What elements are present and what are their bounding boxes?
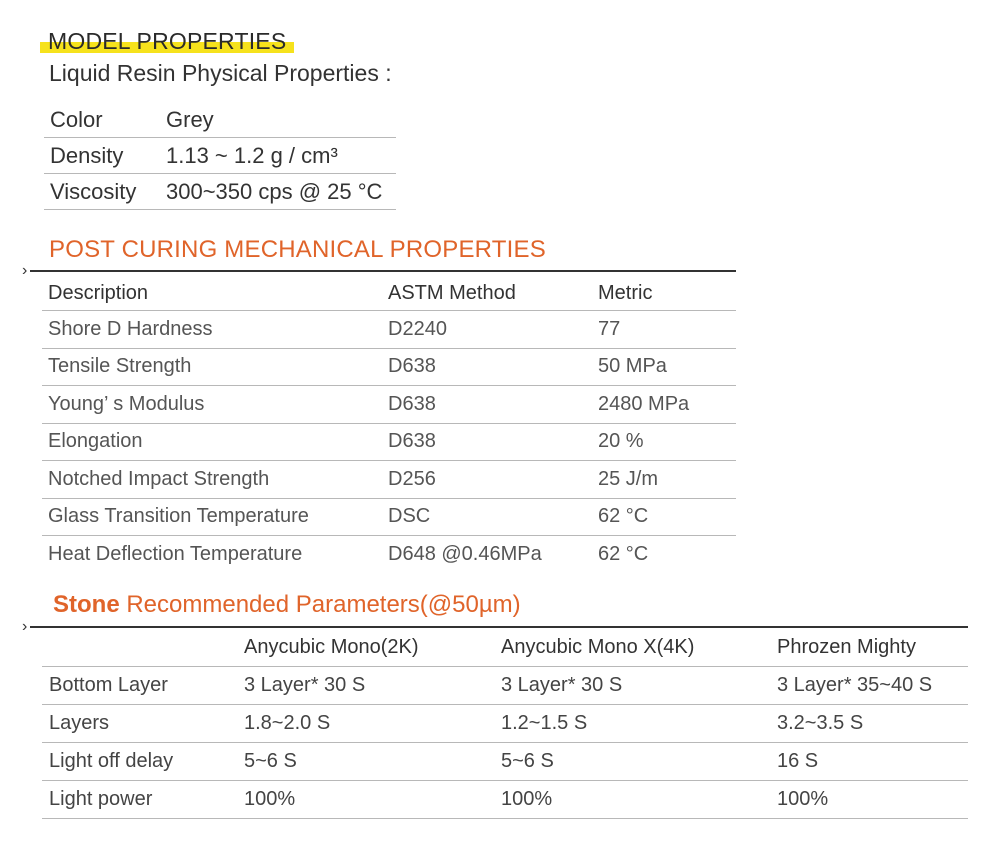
table-row [42,667,968,705]
mechanical-properties-heading: POST CURING MECHANICAL PROPERTIES [49,236,546,263]
table-header-row [42,628,968,667]
cell-value: 3.2~3.5 S [770,705,968,743]
cell-value: 3 Layer* 30 S [237,667,494,705]
cell-parameter: Layers [42,705,237,743]
cell-method: D638 [382,348,592,386]
cell-method: D256 [382,461,592,499]
cell-parameter: Bottom Layer [42,667,237,705]
physical-properties-table [44,102,396,210]
property-name: Color [44,102,160,138]
cell-parameter: Light off delay [42,743,237,781]
cell-value: 100% [237,781,494,819]
column-header [42,628,237,667]
arrow-icon: › [22,618,28,635]
table-row [42,423,736,461]
cell-method: D638 [382,423,592,461]
column-header: Anycubic Mono X(4K) [494,628,770,667]
table-row [42,743,968,781]
table-row [42,311,736,349]
liquid-resin-subtitle: Liquid Resin Physical Properties : [49,60,392,86]
column-header: Anycubic Mono(2K) [237,628,494,667]
cell-method: DSC [382,498,592,536]
cell-value: 100% [770,781,968,819]
cell-description: Young’ s Modulus [42,386,382,424]
cell-method: D638 [382,386,592,424]
table-row [42,781,968,819]
cell-description: Heat Deflection Temperature [48,542,303,565]
mechanical-properties-table [42,276,736,573]
table-row [42,386,736,424]
table-header-row [42,276,736,311]
cell-value: 3 Layer* 30 S [494,667,770,705]
cell-value: 100% [494,781,770,819]
column-header: Phrozen Mighty [770,628,968,667]
cell-value: 1.2~1.5 S [494,705,770,743]
resin-name: Stone [53,591,120,618]
cell-metric: 62 °C [592,498,736,536]
property-name: Density [44,138,160,174]
cell-description: Glass Transition Temperature [42,498,382,536]
cell-metric: 20 % [592,423,736,461]
property-value: Grey [160,102,396,138]
cell-metric: 2480 MPa [592,386,736,424]
property-value: 300~350 cps @ 25 °C [160,174,396,210]
cell-value: 1.8~2.0 S [237,705,494,743]
table-row [44,138,396,174]
cell-description: Elongation [42,423,382,461]
table-row [44,174,396,210]
cell-method: D648 @0.46MPa [388,542,542,565]
property-value: 1.13 ~ 1.2 g / cm³ [160,138,396,174]
cell-description: Shore D Hardness [42,311,382,349]
cell-method: D2240 [382,311,592,349]
cell-parameter: Light power [42,781,237,819]
cell-description: Notched Impact Strength [42,461,382,499]
table-row [42,536,736,573]
table-row [42,461,736,499]
column-header: Metric [592,276,736,311]
cell-metric: 62 °C [598,542,649,565]
table-row [44,102,396,138]
cell-metric: 25 J/m [592,461,736,499]
column-header: Description [42,276,382,311]
cell-value: 16 S [770,743,968,781]
cell-value: 5~6 S [494,743,770,781]
heading-rest: Recommended Parameters(@50µm) [119,591,521,618]
cell-value: 3 Layer* 35~40 S [770,667,968,705]
model-properties-heading: MODEL PROPERTIES [40,28,294,55]
column-header: ASTM Method [382,276,592,311]
cell-metric: 77 [592,311,736,349]
arrow-icon: › [22,262,28,279]
cell-metric: 50 MPa [592,348,736,386]
property-name: Viscosity [44,174,160,210]
section-divider [30,270,736,272]
table-row [42,705,968,743]
table-row [42,348,736,386]
table-row [42,498,736,536]
recommended-parameters-table [42,628,968,819]
recommended-parameters-heading [53,591,521,619]
cell-description: Tensile Strength [42,348,382,386]
cell-value: 5~6 S [237,743,494,781]
